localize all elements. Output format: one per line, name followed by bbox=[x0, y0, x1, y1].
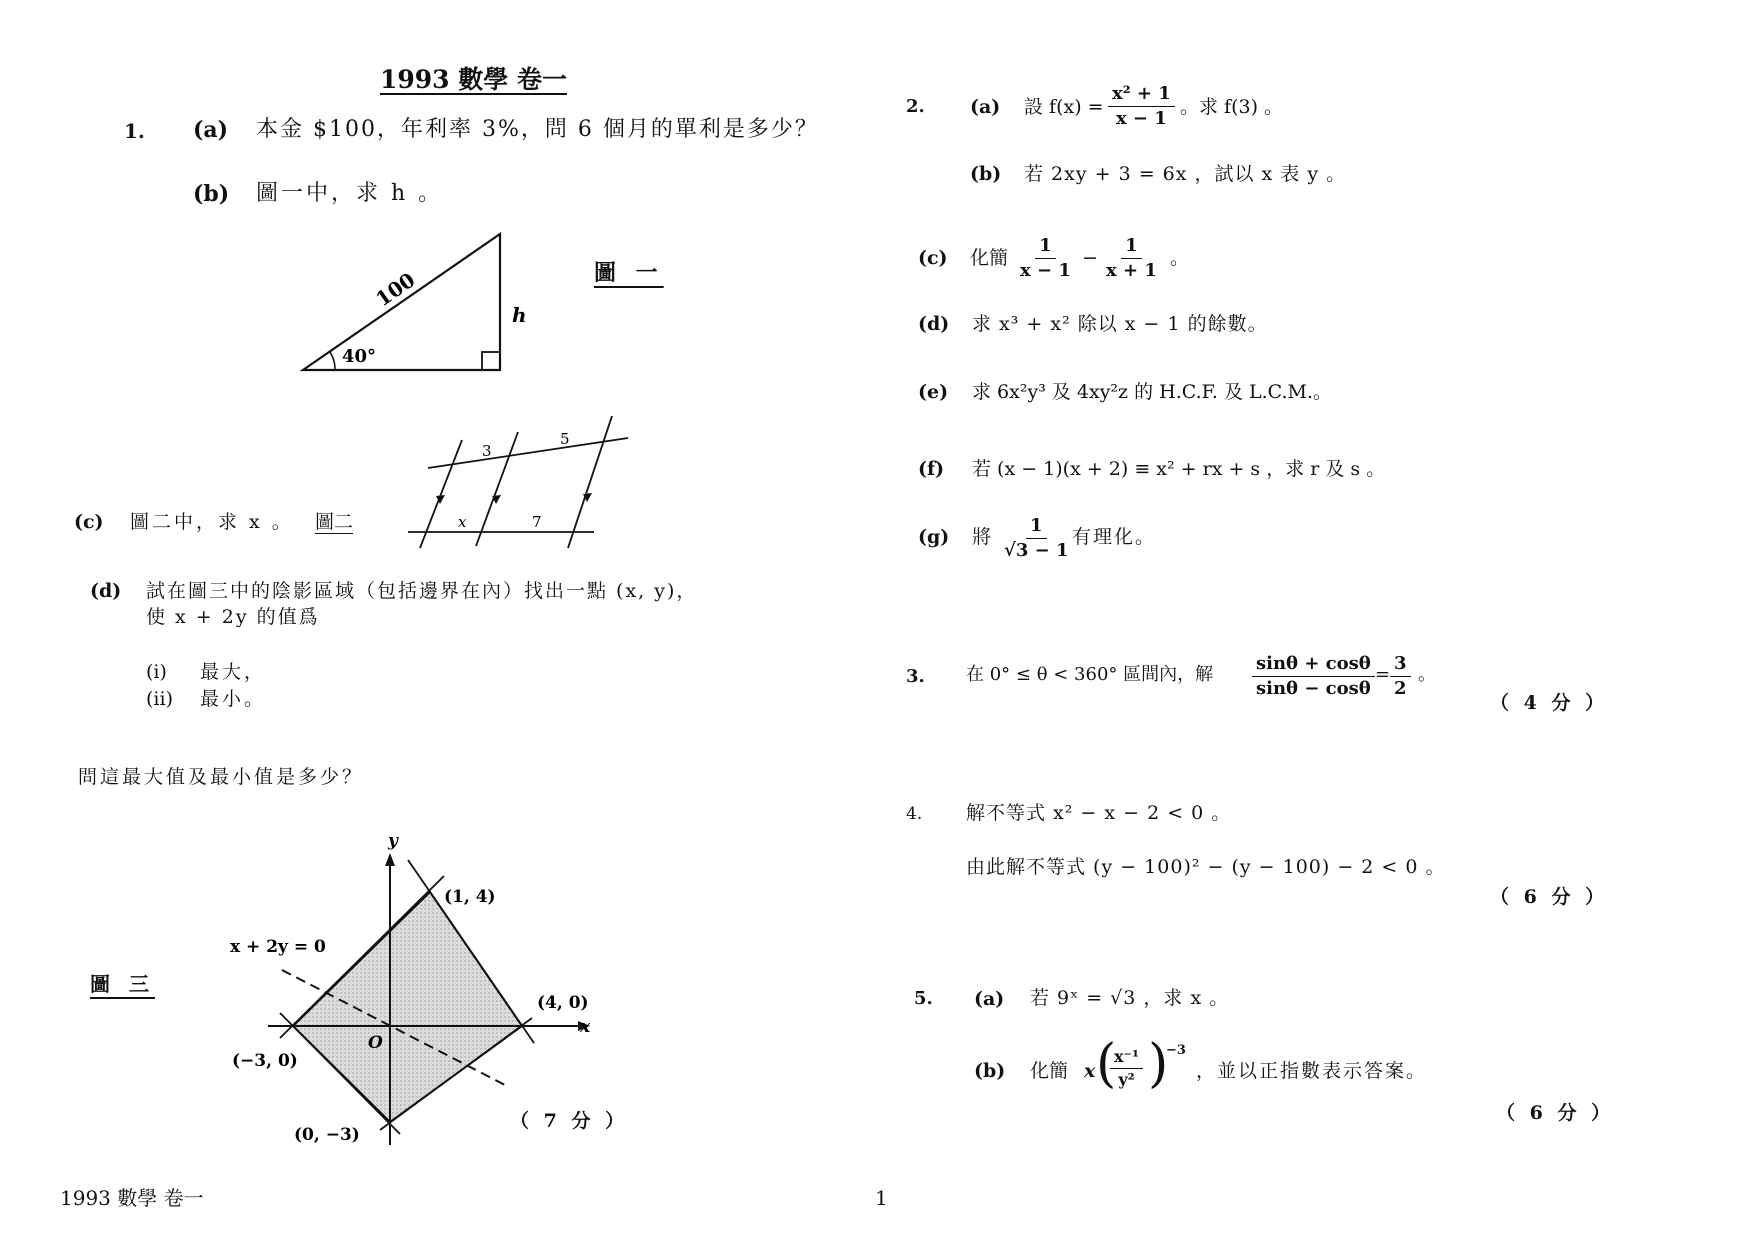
q1d-line2: 使 x + 2y 的值爲 bbox=[146, 606, 320, 628]
q2g-fraction-num: 1 bbox=[1026, 516, 1047, 539]
q5b-x: x bbox=[1084, 1060, 1096, 1082]
q1d-i-text: 最大， bbox=[200, 661, 267, 683]
q2f-text: 若 (x − 1)(x + 2) ≡ x² + rx + s ，求 r 及 s 。 bbox=[972, 458, 1386, 480]
fig3-axis-y: y bbox=[388, 831, 398, 851]
q3-fraction-den: sinθ − cosθ bbox=[1256, 677, 1371, 699]
q2c-fraction-1-num: 1 bbox=[1035, 236, 1056, 259]
q2g-fraction-den: √3 − 1 bbox=[1004, 539, 1069, 561]
fig3-line-label: x + 2y = 0 bbox=[230, 937, 326, 957]
q3-pre: 在 0° ≤ θ < 360° 區間內，解 bbox=[966, 664, 1214, 685]
q5-number: 5. bbox=[914, 988, 933, 1009]
q1d-ii-text: 最小。 bbox=[200, 688, 267, 710]
q2a-fraction bbox=[1108, 84, 1175, 129]
figure-2-caption: 圖二 bbox=[315, 511, 354, 533]
figure-3-feasible-region bbox=[0, 0, 700, 1200]
q1b-text: 圖一中，求 h 。 bbox=[256, 181, 444, 206]
q3-fraction-num: sinθ + cosθ bbox=[1252, 654, 1375, 677]
q2g-label: (g) bbox=[918, 526, 950, 548]
q1a-label: (a) bbox=[193, 117, 229, 143]
q4-line2: 由此解不等式 (y − 100)² − (y − 100) − 2 < 0 。 bbox=[966, 856, 1446, 878]
q5a-text: 若 9ˣ = √3 ，求 x 。 bbox=[1030, 987, 1230, 1009]
fig2-label-3: 3 bbox=[482, 442, 492, 460]
q2c-minus: − bbox=[1082, 247, 1098, 269]
y-axis-arrow bbox=[385, 853, 395, 866]
q2e-text: 求 6x²y³ 及 4xy²z 的 H.C.F. 及 L.C.M.。 bbox=[972, 381, 1333, 403]
q2c-post: 。 bbox=[1170, 247, 1190, 269]
q1d-ii-label: (ii) bbox=[146, 688, 173, 710]
fig3-point-4-0: (4, 0) bbox=[537, 993, 589, 1013]
fig3-point-1-4: (1, 4) bbox=[444, 887, 496, 907]
q2a-label: (a) bbox=[970, 96, 1001, 118]
page-title: 1993 數學 卷一 bbox=[380, 65, 567, 94]
q3-number: 3. bbox=[906, 666, 925, 687]
q2g-post: 有理化。 bbox=[1072, 526, 1157, 548]
q5b-post: ，並以正指數表示答案。 bbox=[1196, 1060, 1428, 1082]
figure-1-caption: 圖 一 bbox=[594, 260, 664, 286]
fig3-point-0-m3: (0, −3) bbox=[294, 1125, 360, 1145]
q1d-i-label: (i) bbox=[146, 661, 167, 683]
q2b-text: 若 2xy + 3 = 6x ，試以 x 表 y 。 bbox=[1024, 163, 1347, 185]
fig2-label-x: x bbox=[458, 513, 467, 531]
q2a-post: 。求 f(3) 。 bbox=[1180, 96, 1284, 118]
q2c-label: (c) bbox=[918, 247, 948, 269]
q1c-label: (c) bbox=[74, 511, 104, 533]
fig3-point-m3-0: (−3, 0) bbox=[232, 1051, 298, 1071]
fig3-origin: O bbox=[368, 1033, 383, 1053]
q2c-fraction-1 bbox=[1016, 236, 1075, 281]
q2d-label: (d) bbox=[918, 313, 950, 335]
q5b-label: (b) bbox=[974, 1060, 1006, 1082]
q2d-text: 求 x³ + x² 除以 x − 1 的餘數。 bbox=[972, 313, 1268, 335]
q2g-fraction bbox=[1000, 516, 1073, 561]
q1-question: 問這最大值及最小值是多少？ bbox=[78, 766, 365, 788]
q2c-fraction-2-num: 1 bbox=[1121, 236, 1142, 259]
fig1-side-label: h bbox=[512, 303, 527, 327]
shaded-region bbox=[293, 892, 522, 1122]
q2c-pre: 化簡 bbox=[970, 247, 1009, 269]
q1-marks: （ 7 分 ） bbox=[510, 1110, 629, 1132]
fig2-label-7: 7 bbox=[532, 513, 542, 531]
q4-line1: 解不等式 x² − x − 2 < 0 。 bbox=[966, 802, 1232, 824]
q1c-text: 圖二中，求 x 。 bbox=[130, 511, 294, 533]
footer-title: 1993 數學 卷一 bbox=[60, 1186, 204, 1210]
q2a-pre: 設 f(x) = bbox=[1024, 96, 1104, 118]
fig3-axis-x: x bbox=[580, 1017, 591, 1037]
q5b-right-paren: ) bbox=[1148, 1034, 1169, 1094]
q5b-left-paren: ( bbox=[1096, 1034, 1117, 1094]
q1d-label: (d) bbox=[90, 580, 122, 602]
q5a-label: (a) bbox=[974, 988, 1005, 1010]
q2a-fraction-num: x² + 1 bbox=[1108, 84, 1175, 107]
q2b-label: (b) bbox=[970, 163, 1002, 185]
q5b-inner-den: y² bbox=[1118, 1069, 1135, 1089]
fig2-label-5: 5 bbox=[560, 430, 570, 448]
q5b-exponent: −3 bbox=[1166, 1043, 1186, 1058]
figure-3-caption: 圖 三 bbox=[90, 972, 155, 996]
q1-number: 1. bbox=[124, 119, 145, 143]
q2e-label: (e) bbox=[918, 381, 949, 403]
q4-number: 4. bbox=[906, 804, 923, 824]
q3-rhs-num: 3 bbox=[1390, 654, 1411, 677]
q3-fraction bbox=[1252, 654, 1375, 699]
q1b-label: (b) bbox=[193, 181, 230, 207]
q3-post: 。 bbox=[1418, 664, 1436, 685]
q5b-inner-num: x⁻¹ bbox=[1110, 1048, 1143, 1069]
q2c-fraction-2-den: x + 1 bbox=[1106, 259, 1157, 281]
q1d-line1: 試在圖三中的陰影區域（包括邊界在內）找出一點 (x, y)， bbox=[146, 580, 698, 602]
q3-rhs-fraction bbox=[1390, 654, 1411, 699]
q5-marks: （ 6 分 ） bbox=[1496, 1102, 1615, 1124]
q2g-pre: 將 bbox=[972, 526, 992, 548]
q4-marks: （ 6 分 ） bbox=[1490, 886, 1609, 908]
q2f-label: (f) bbox=[918, 458, 945, 480]
q5b-pre: 化簡 bbox=[1030, 1060, 1069, 1082]
q1a-text: 本金 $100，年利率 3%，問 6 個月的單利是多少？ bbox=[256, 117, 819, 142]
q2a-fraction-den: x − 1 bbox=[1115, 107, 1167, 129]
q3-marks: （ 4 分 ） bbox=[1490, 692, 1609, 714]
q2-number: 2. bbox=[906, 96, 925, 117]
q5b-inner-fraction bbox=[1110, 1048, 1143, 1088]
q3-equals: = bbox=[1375, 664, 1391, 685]
fig1-hyp-label: 100 bbox=[371, 267, 420, 312]
q3-rhs-den: 2 bbox=[1394, 677, 1407, 699]
fig1-angle-label: 40° bbox=[342, 346, 377, 367]
q2c-fraction-2 bbox=[1102, 236, 1161, 281]
footer-page-number: 1 bbox=[875, 1186, 888, 1210]
q2c-fraction-1-den: x − 1 bbox=[1020, 259, 1071, 281]
